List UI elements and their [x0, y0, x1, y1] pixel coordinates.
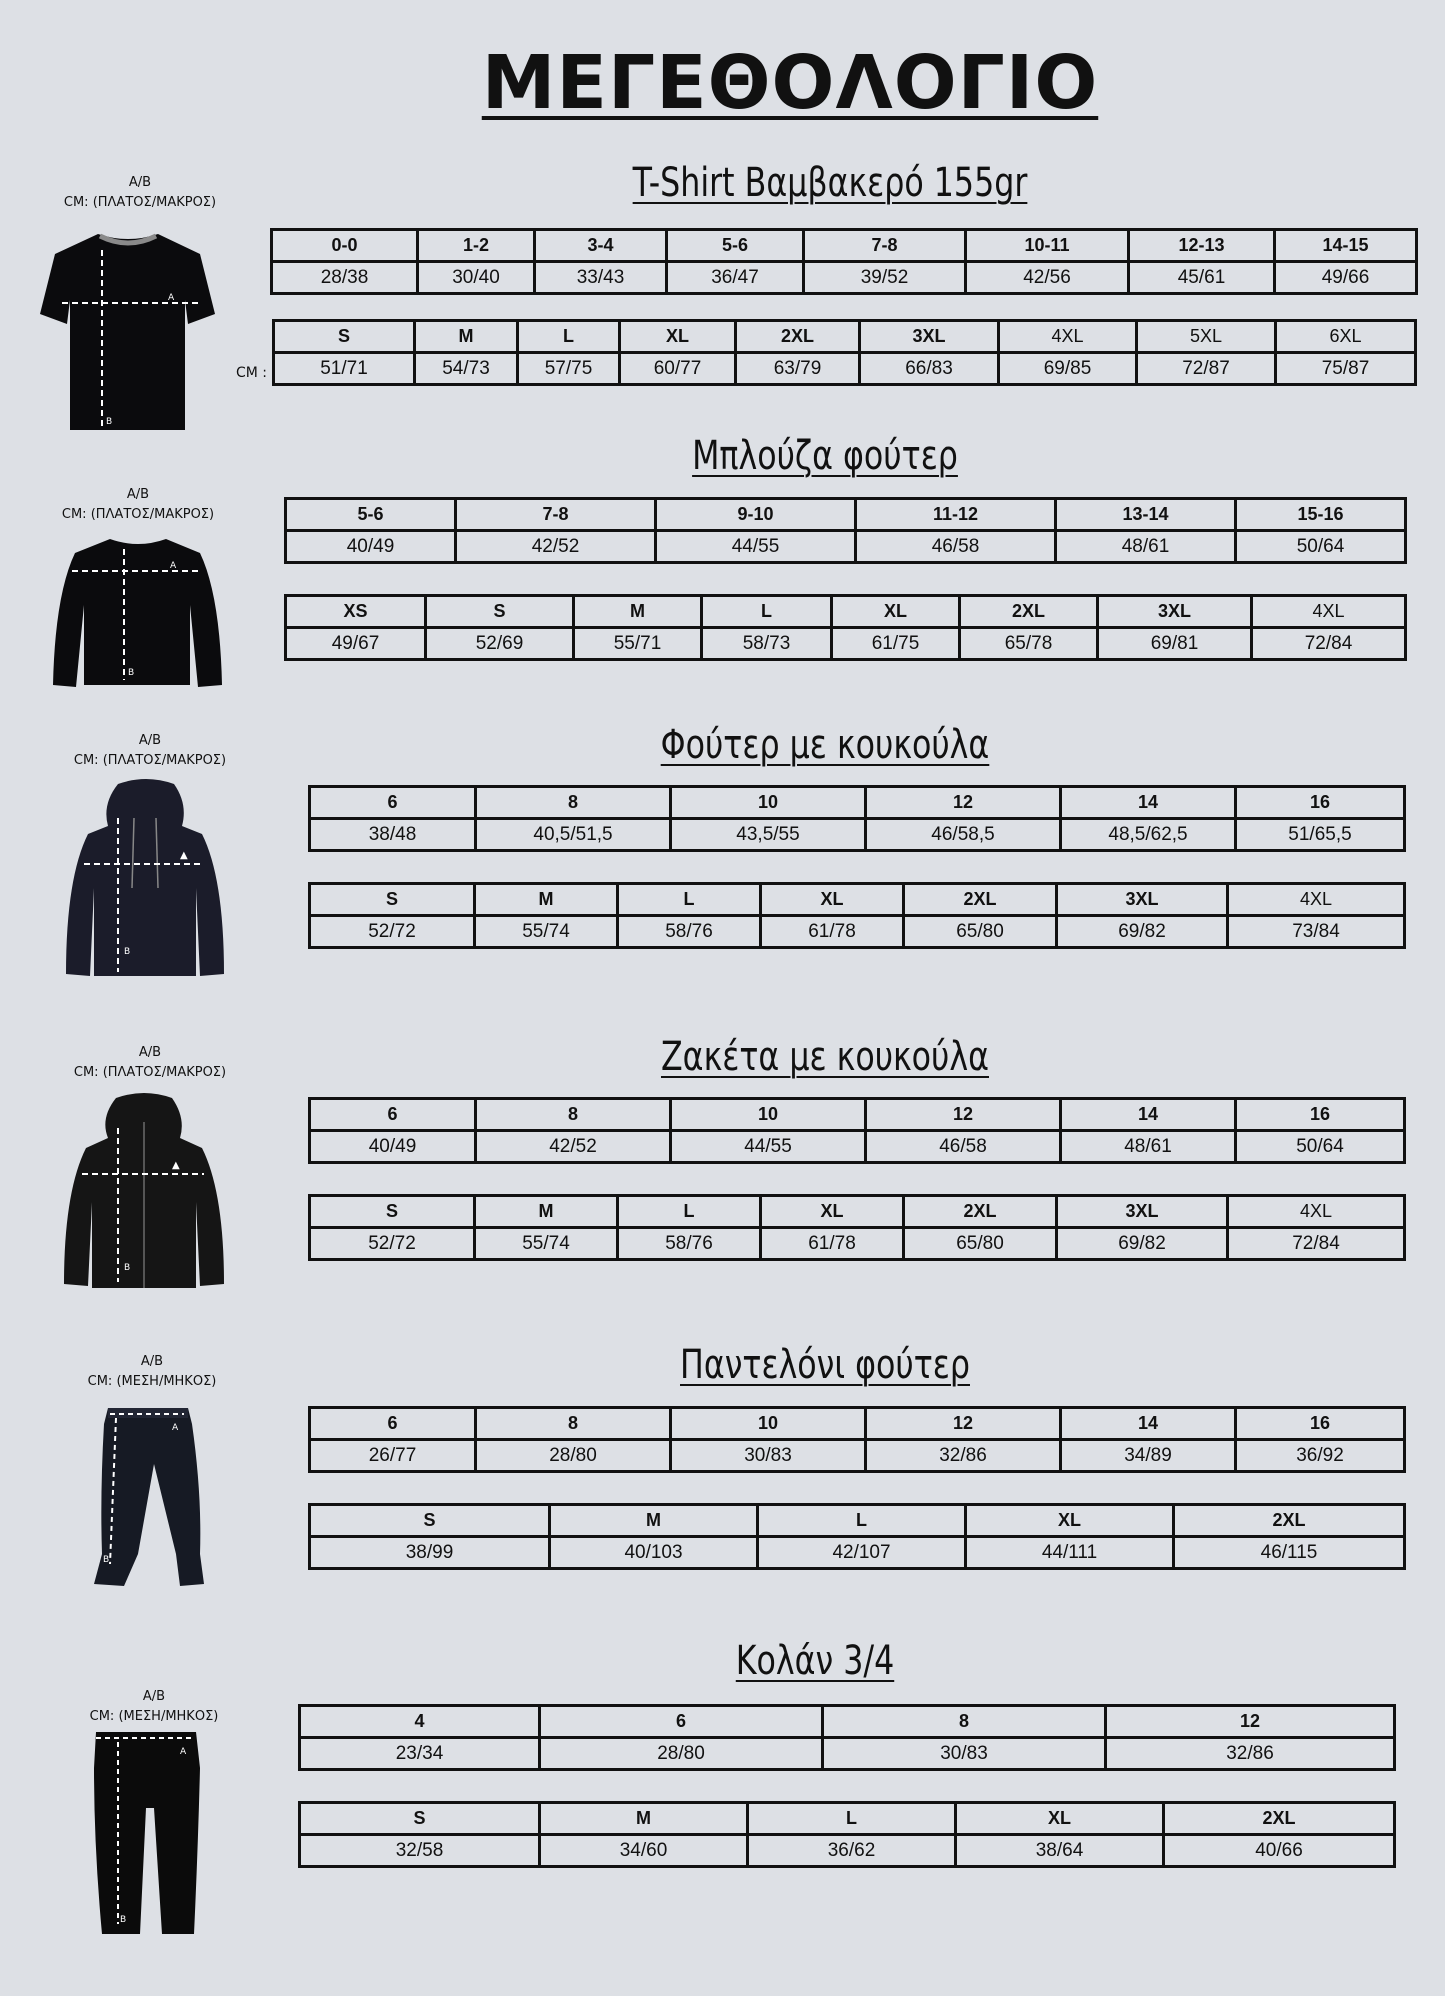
measure-cell: 48,5/62,5 [1061, 819, 1236, 851]
measure-cell: 26/77 [310, 1440, 476, 1472]
size-cell: 10 [671, 1408, 866, 1440]
size-cell: 4XL [1228, 884, 1405, 916]
size-cell: 14 [1061, 1408, 1236, 1440]
measure-cell: 33/43 [535, 262, 667, 294]
size-table-zip-hoodie-adults [308, 1194, 1406, 1261]
measure-cell: 42/52 [476, 1131, 671, 1163]
size-cell: S [310, 884, 475, 916]
size-cell: L [748, 1803, 956, 1835]
size-cell: 5XL [1137, 321, 1276, 353]
size-cell: 12 [866, 1408, 1061, 1440]
tshirt-icon [40, 228, 215, 434]
size-row [272, 230, 1417, 262]
size-cell: XL [956, 1803, 1164, 1835]
size-cell: 3-4 [535, 230, 667, 262]
measure-row [272, 262, 1417, 294]
size-cell: S [300, 1803, 540, 1835]
section-title-zip-hoodie: Ζακέτα με κουκούλα [660, 1034, 989, 1080]
measure-cell: 48/61 [1056, 531, 1236, 563]
size-cell: 6 [540, 1706, 823, 1738]
measure-cell: 34/60 [540, 1835, 748, 1867]
size-cell: XL [761, 884, 904, 916]
measure-cell: 72/84 [1252, 628, 1406, 660]
size-cell: M [475, 884, 618, 916]
measure-row [300, 1835, 1395, 1867]
svg-text:A: A [180, 1747, 187, 1757]
measure-cell: 52/72 [310, 1228, 475, 1260]
size-cell: 1-2 [418, 230, 535, 262]
measure-label-tshirt: A/B CM: (ΠΛΑΤΟΣ/ΜΑΚΡΟΣ) [63, 175, 217, 210]
measure-cell: 28/80 [476, 1440, 671, 1472]
size-row [300, 1803, 1395, 1835]
measure-row [310, 1131, 1405, 1163]
size-cell: L [702, 596, 832, 628]
size-cell: 8 [476, 1408, 671, 1440]
size-table-pants-kids [308, 1406, 1406, 1473]
measure-cell: 40/103 [550, 1537, 758, 1569]
measure-row [310, 1537, 1405, 1569]
size-cell: 12 [1106, 1706, 1395, 1738]
measure-cell: 58/76 [618, 1228, 761, 1260]
measure-label-leggings: A/B CM: (ΜΕΣΗ/ΜΗΚΟΣ) [89, 1689, 219, 1724]
measure-row [300, 1738, 1395, 1770]
size-cell: 15-16 [1236, 499, 1406, 531]
svg-text:B: B [124, 947, 131, 957]
measure-cell: 61/78 [761, 916, 904, 948]
size-table-hoodie-adults [308, 882, 1406, 949]
measure-cell: 30/83 [823, 1738, 1106, 1770]
size-cell: 2XL [1174, 1505, 1405, 1537]
measure-cell: 57/75 [518, 353, 620, 385]
measure-cell: 52/72 [310, 916, 475, 948]
measure-cell: 32/86 [1106, 1738, 1395, 1770]
measure-cell: 42/56 [966, 262, 1129, 294]
size-cell: 2XL [904, 1196, 1057, 1228]
measure-row [310, 1440, 1405, 1472]
measure-cell: 42/52 [456, 531, 656, 563]
measure-cell: 69/85 [999, 353, 1137, 385]
size-cell: XL [966, 1505, 1174, 1537]
svg-text:B: B [128, 668, 135, 678]
size-cell: 8 [476, 1099, 671, 1131]
size-cell: 3XL [1098, 596, 1252, 628]
measure-cell: 36/92 [1236, 1440, 1405, 1472]
measure-cell: 46/115 [1174, 1537, 1405, 1569]
measure-row [274, 353, 1416, 385]
size-table-leggings-kids [298, 1704, 1396, 1771]
size-cell: 5-6 [286, 499, 456, 531]
hoodie-icon [62, 778, 230, 983]
size-cell: L [618, 884, 761, 916]
measure-cell: 38/48 [310, 819, 476, 851]
measure-cell: 40/66 [1164, 1835, 1395, 1867]
size-cell: 2XL [1164, 1803, 1395, 1835]
measure-cell: 45/61 [1129, 262, 1275, 294]
size-table-tshirt-adults [272, 319, 1417, 386]
sweatshirt-icon [50, 535, 225, 691]
measure-cell: 46/58,5 [866, 819, 1061, 851]
measure-cell: 46/58 [856, 531, 1056, 563]
measure-cell: 42/107 [758, 1537, 966, 1569]
size-row [310, 1505, 1405, 1537]
zip-hoodie-icon [60, 1092, 230, 1292]
size-cell: 14 [1061, 787, 1236, 819]
svg-text:A: A [172, 1423, 179, 1433]
measure-cell: 46/58 [866, 1131, 1061, 1163]
measure-cell: 30/83 [671, 1440, 866, 1472]
section-title-tshirt: T-Shirt Βαμβακερό 155gr [632, 160, 1028, 206]
size-cell: 10 [671, 1099, 866, 1131]
svg-text:B: B [124, 1263, 131, 1273]
size-row [310, 787, 1405, 819]
size-cell: 12 [866, 1099, 1061, 1131]
size-cell: 12 [866, 787, 1061, 819]
measure-cell: 40,5/51,5 [476, 819, 671, 851]
measure-cell: 44/111 [966, 1537, 1174, 1569]
size-row [310, 1408, 1405, 1440]
size-row [286, 499, 1406, 531]
size-cell: 16 [1236, 1099, 1405, 1131]
size-cell: M [550, 1505, 758, 1537]
measure-cell: 44/55 [671, 1131, 866, 1163]
section-title-sweatshirt: Μπλούζα φούτερ [692, 433, 958, 479]
measure-row [310, 819, 1405, 851]
size-cell: 9-10 [656, 499, 856, 531]
size-table-hoodie-kids [308, 785, 1406, 852]
size-cell: 10 [671, 787, 866, 819]
measure-label-sweatshirt: A/B CM: (ΠΛΑΤΟΣ/ΜΑΚΡΟΣ) [61, 487, 215, 522]
size-table-tshirt-kids [270, 228, 1418, 295]
size-cell: 16 [1236, 787, 1405, 819]
measure-cell: 50/64 [1236, 531, 1406, 563]
size-table-sweatshirt-kids [284, 497, 1407, 564]
size-cell: S [274, 321, 415, 353]
svg-text:B: B [106, 417, 113, 427]
measure-cell: 65/78 [960, 628, 1098, 660]
size-cell: M [415, 321, 518, 353]
size-cell: 6 [310, 787, 476, 819]
measure-cell: 69/82 [1057, 916, 1228, 948]
measure-cell: 32/58 [300, 1835, 540, 1867]
measure-cell: 43,5/55 [671, 819, 866, 851]
measure-cell: 23/34 [300, 1738, 540, 1770]
measure-cell: 38/64 [956, 1835, 1164, 1867]
size-cell: 6 [310, 1408, 476, 1440]
section-title-pants: Παντελόνι φούτερ [680, 1342, 970, 1388]
size-cell: 12-13 [1129, 230, 1275, 262]
measure-cell: 30/40 [418, 262, 535, 294]
svg-text:A: A [170, 561, 177, 571]
measure-cell: 28/38 [272, 262, 418, 294]
size-cell: 4XL [1252, 596, 1406, 628]
size-cell: 8 [823, 1706, 1106, 1738]
size-cell: 16 [1236, 1408, 1405, 1440]
measure-cell: 39/52 [804, 262, 966, 294]
size-cell: XS [286, 596, 426, 628]
measure-cell: 65/80 [904, 1228, 1057, 1260]
measure-cell: 69/81 [1098, 628, 1252, 660]
size-cell: S [310, 1196, 475, 1228]
size-cell: 8 [476, 787, 671, 819]
size-table-pants-adults [308, 1503, 1406, 1570]
section-title-leggings: Κολάν 3/4 [735, 1638, 895, 1684]
size-cell: S [426, 596, 574, 628]
size-cell: 3XL [1057, 1196, 1228, 1228]
measure-cell: 58/76 [618, 916, 761, 948]
measure-cell: 51/65,5 [1236, 819, 1405, 851]
measure-row [286, 531, 1406, 563]
svg-text:A: A [168, 293, 175, 303]
size-row [310, 1099, 1405, 1131]
size-cell: L [518, 321, 620, 353]
measure-row [310, 1228, 1405, 1260]
measure-cell: 36/47 [667, 262, 804, 294]
size-row [310, 884, 1405, 916]
measure-cell: 49/66 [1275, 262, 1417, 294]
measure-cell: 69/82 [1057, 1228, 1228, 1260]
svg-text:B: B [103, 1555, 110, 1565]
size-row [310, 1196, 1405, 1228]
size-table-sweatshirt-adults [284, 594, 1407, 661]
measure-cell: 48/61 [1061, 1131, 1236, 1163]
measure-cell: 32/86 [866, 1440, 1061, 1472]
measure-cell: 58/73 [702, 628, 832, 660]
measure-label-hoodie: A/B CM: (ΠΛΑΤΟΣ/ΜΑΚΡΟΣ) [73, 733, 227, 768]
size-cell: S [310, 1505, 550, 1537]
size-cell: 7-8 [804, 230, 966, 262]
size-cell: 11-12 [856, 499, 1056, 531]
pants-icon [88, 1404, 208, 1589]
size-cell: 14-15 [1275, 230, 1417, 262]
measure-cell: 63/79 [736, 353, 860, 385]
measure-cell: 55/74 [475, 916, 618, 948]
size-cell: M [540, 1803, 748, 1835]
measure-cell: 55/71 [574, 628, 702, 660]
measure-cell: 44/55 [656, 531, 856, 563]
size-cell: 4XL [1228, 1196, 1405, 1228]
size-row [300, 1706, 1395, 1738]
size-cell: M [475, 1196, 618, 1228]
size-cell: 2XL [736, 321, 860, 353]
leggings-icon [88, 1728, 203, 1938]
size-cell: 10-11 [966, 230, 1129, 262]
measure-cell: 61/78 [761, 1228, 904, 1260]
size-cell: 6 [310, 1099, 476, 1131]
size-cell: M [574, 596, 702, 628]
measure-cell: 40/49 [310, 1131, 476, 1163]
measure-cell: 55/74 [475, 1228, 618, 1260]
measure-cell: 73/84 [1228, 916, 1405, 948]
measure-cell: 40/49 [286, 531, 456, 563]
svg-text:▲: ▲ [172, 1160, 180, 1171]
size-cell: 3XL [860, 321, 999, 353]
size-cell: XL [620, 321, 736, 353]
size-cell: 4XL [999, 321, 1137, 353]
measure-cell: 50/64 [1236, 1131, 1405, 1163]
measure-label-zip-hoodie: A/B CM: (ΠΛΑΤΟΣ/ΜΑΚΡΟΣ) [73, 1045, 227, 1080]
measure-cell: 52/69 [426, 628, 574, 660]
measure-cell: 36/62 [748, 1835, 956, 1867]
size-cell: L [618, 1196, 761, 1228]
size-cell: XL [832, 596, 960, 628]
measure-cell: 66/83 [860, 353, 999, 385]
size-row [274, 321, 1416, 353]
size-cell: 4 [300, 1706, 540, 1738]
size-cell: 0-0 [272, 230, 418, 262]
measure-cell: 51/71 [274, 353, 415, 385]
measure-cell: 60/77 [620, 353, 736, 385]
measure-cell: 72/87 [1137, 353, 1276, 385]
size-cell: 2XL [904, 884, 1057, 916]
size-cell: 13-14 [1056, 499, 1236, 531]
size-cell: 14 [1061, 1099, 1236, 1131]
size-cell: 5-6 [667, 230, 804, 262]
measure-cell: 72/84 [1228, 1228, 1405, 1260]
size-table-leggings-adults [298, 1801, 1396, 1868]
measure-row [286, 628, 1406, 660]
size-cell: 3XL [1057, 884, 1228, 916]
measure-label-pants: A/B CM: (ΜΕΣΗ/ΜΗΚΟΣ) [87, 1354, 217, 1389]
measure-cell: 49/67 [286, 628, 426, 660]
measure-cell: 65/80 [904, 916, 1057, 948]
size-table-zip-hoodie-kids [308, 1097, 1406, 1164]
size-cell: 6XL [1276, 321, 1416, 353]
measure-cell: 38/99 [310, 1537, 550, 1569]
section-title-hoodie: Φούτερ με κουκούλα [660, 722, 990, 768]
measure-cell: 54/73 [415, 353, 518, 385]
measure-cell: 34/89 [1061, 1440, 1236, 1472]
size-row [286, 596, 1406, 628]
measure-cell: 61/75 [832, 628, 960, 660]
size-cell: L [758, 1505, 966, 1537]
cm-row-label: CM : [236, 365, 268, 381]
size-cell: XL [761, 1196, 904, 1228]
svg-text:▲: ▲ [180, 850, 188, 861]
size-cell: 7-8 [456, 499, 656, 531]
measure-row [310, 916, 1405, 948]
size-cell: 2XL [960, 596, 1098, 628]
measure-cell: 28/80 [540, 1738, 823, 1770]
page-title: ΜΕΓΕΘΟΛΟΓΙΟ [481, 40, 1099, 126]
svg-text:B: B [120, 1915, 127, 1925]
measure-cell: 75/87 [1276, 353, 1416, 385]
